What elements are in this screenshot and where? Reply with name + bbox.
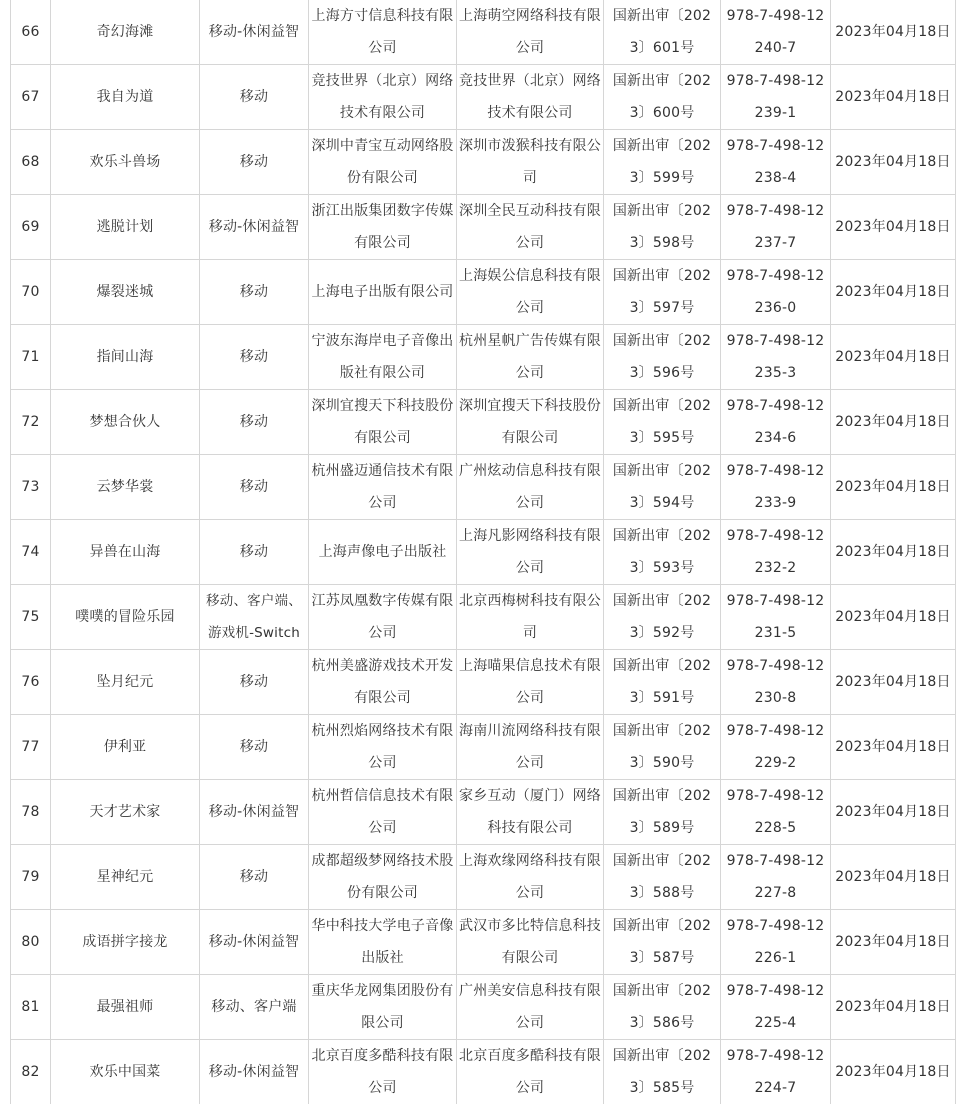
category-cell: 移动-休闲益智: [200, 0, 309, 65]
approval-number-cell: 国新出审〔2023〕588号: [604, 845, 721, 910]
operator-cell: 杭州星帆广告传媒有限公司: [457, 325, 604, 390]
table-row: [11, 715, 956, 780]
approval-date-cell: 2023年04月18日: [831, 0, 956, 65]
category-cell: 移动-休闲益智: [200, 780, 309, 845]
approval-number-cell: 国新出审〔2023〕598号: [604, 195, 721, 260]
publisher-cell: 杭州美盛游戏技术开发有限公司: [309, 650, 457, 715]
operator-cell: 家乡互动（厦门）网络科技有限公司: [457, 780, 604, 845]
publisher-cell: 成都超级梦网络技术股份有限公司: [309, 845, 457, 910]
category-cell: 移动: [200, 130, 309, 195]
approval-date-cell: 2023年04月18日: [831, 260, 956, 325]
approval-date-cell: 2023年04月18日: [831, 195, 956, 260]
table-row: [11, 130, 956, 195]
isbn-cell: 978-7-498-12225-4: [721, 975, 831, 1040]
approval-number-cell: 国新出审〔2023〕591号: [604, 650, 721, 715]
isbn-cell: 978-7-498-12235-3: [721, 325, 831, 390]
approval-number-cell: 国新出审〔2023〕592号: [604, 585, 721, 650]
isbn-cell: 978-7-498-12239-1: [721, 65, 831, 130]
row-number-cell: 75: [11, 585, 51, 650]
game-name-cell: 指间山海: [51, 325, 200, 390]
publisher-cell: 北京百度多酷科技有限公司: [309, 1040, 457, 1105]
publisher-cell: 上海方寸信息科技有限公司: [309, 0, 457, 65]
isbn-cell: 978-7-498-12240-7: [721, 0, 831, 65]
approval-date-cell: 2023年04月18日: [831, 520, 956, 585]
row-number-cell: 76: [11, 650, 51, 715]
category-cell: 移动-休闲益智: [200, 1040, 309, 1105]
approval-date-cell: 2023年04月18日: [831, 65, 956, 130]
isbn-cell: 978-7-498-12231-5: [721, 585, 831, 650]
approval-date-cell: 2023年04月18日: [831, 910, 956, 975]
approval-number-cell: 国新出审〔2023〕600号: [604, 65, 721, 130]
publisher-cell: 宁波东海岸电子音像出版社有限公司: [309, 325, 457, 390]
category-cell: 移动、客户端、游戏机-Switch: [200, 585, 309, 650]
category-cell: 移动-休闲益智: [200, 195, 309, 260]
table-row: [11, 195, 956, 260]
approval-number-cell: 国新出审〔2023〕586号: [604, 975, 721, 1040]
game-name-cell: 噗噗的冒险乐园: [51, 585, 200, 650]
operator-cell: 广州炫动信息科技有限公司: [457, 455, 604, 520]
table-row: [11, 0, 956, 65]
row-number-cell: 79: [11, 845, 51, 910]
category-cell: 移动: [200, 520, 309, 585]
game-name-cell: 最强祖师: [51, 975, 200, 1040]
table-row: [11, 65, 956, 130]
publisher-cell: 杭州哲信信息技术有限公司: [309, 780, 457, 845]
row-number-cell: 72: [11, 390, 51, 455]
table-body: [11, 0, 956, 1104]
game-name-cell: 云梦华裳: [51, 455, 200, 520]
category-cell: 移动: [200, 845, 309, 910]
row-number-cell: 81: [11, 975, 51, 1040]
table-row: [11, 520, 956, 585]
table-row: [11, 780, 956, 845]
isbn-cell: 978-7-498-12230-8: [721, 650, 831, 715]
publisher-cell: 竞技世界（北京）网络技术有限公司: [309, 65, 457, 130]
operator-cell: 深圳宜搜天下科技股份有限公司: [457, 390, 604, 455]
publisher-cell: 深圳宜搜天下科技股份有限公司: [309, 390, 457, 455]
approval-date-cell: 2023年04月18日: [831, 845, 956, 910]
row-number-cell: 80: [11, 910, 51, 975]
approval-date-cell: 2023年04月18日: [831, 130, 956, 195]
approval-date-cell: 2023年04月18日: [831, 585, 956, 650]
category-cell: 移动: [200, 715, 309, 780]
approval-date-cell: 2023年04月18日: [831, 1040, 956, 1105]
approval-number-cell: 国新出审〔2023〕595号: [604, 390, 721, 455]
row-number-cell: 74: [11, 520, 51, 585]
game-name-cell: 天才艺术家: [51, 780, 200, 845]
game-name-cell: 逃脱计划: [51, 195, 200, 260]
table-row: [11, 845, 956, 910]
approval-number-cell: 国新出审〔2023〕590号: [604, 715, 721, 780]
operator-cell: 上海娱公信息科技有限公司: [457, 260, 604, 325]
approval-number-cell: 国新出审〔2023〕587号: [604, 910, 721, 975]
table-row: [11, 975, 956, 1040]
publisher-cell: 杭州盛迈通信技术有限公司: [309, 455, 457, 520]
operator-cell: 上海凡影网络科技有限公司: [457, 520, 604, 585]
operator-cell: 竞技世界（北京）网络技术有限公司: [457, 65, 604, 130]
category-cell: 移动: [200, 325, 309, 390]
table-row: [11, 1040, 956, 1105]
approval-date-cell: 2023年04月18日: [831, 715, 956, 780]
approval-number-cell: 国新出审〔2023〕589号: [604, 780, 721, 845]
table-row: [11, 650, 956, 715]
table-row: [11, 260, 956, 325]
publisher-cell: 华中科技大学电子音像出版社: [309, 910, 457, 975]
operator-cell: 上海喵果信息技术有限公司: [457, 650, 604, 715]
category-cell: 移动: [200, 390, 309, 455]
isbn-cell: 978-7-498-12226-1: [721, 910, 831, 975]
game-name-cell: 我自为道: [51, 65, 200, 130]
game-name-cell: 欢乐斗兽场: [51, 130, 200, 195]
operator-cell: 上海萌空网络科技有限公司: [457, 0, 604, 65]
isbn-cell: 978-7-498-12227-8: [721, 845, 831, 910]
publisher-cell: 重庆华龙网集团股份有限公司: [309, 975, 457, 1040]
game-approval-table: [10, 0, 956, 1104]
approval-number-cell: 国新出审〔2023〕599号: [604, 130, 721, 195]
game-name-cell: 欢乐中国菜: [51, 1040, 200, 1105]
operator-cell: 上海欢缘网络科技有限公司: [457, 845, 604, 910]
approval-date-cell: 2023年04月18日: [831, 975, 956, 1040]
table-row: [11, 325, 956, 390]
table-row: [11, 585, 956, 650]
publisher-cell: 深圳中青宝互动网络股份有限公司: [309, 130, 457, 195]
row-number-cell: 71: [11, 325, 51, 390]
approval-number-cell: 国新出审〔2023〕585号: [604, 1040, 721, 1105]
operator-cell: 海南川流网络科技有限公司: [457, 715, 604, 780]
isbn-cell: 978-7-498-12236-0: [721, 260, 831, 325]
game-name-cell: 奇幻海滩: [51, 0, 200, 65]
game-name-cell: 星神纪元: [51, 845, 200, 910]
approval-number-cell: 国新出审〔2023〕594号: [604, 455, 721, 520]
approval-date-cell: 2023年04月18日: [831, 650, 956, 715]
isbn-cell: 978-7-498-12232-2: [721, 520, 831, 585]
isbn-cell: 978-7-498-12229-2: [721, 715, 831, 780]
operator-cell: 北京百度多酷科技有限公司: [457, 1040, 604, 1105]
row-number-cell: 69: [11, 195, 51, 260]
approval-date-cell: 2023年04月18日: [831, 455, 956, 520]
approval-number-cell: 国新出审〔2023〕596号: [604, 325, 721, 390]
category-cell: 移动: [200, 260, 309, 325]
category-cell: 移动: [200, 455, 309, 520]
game-name-cell: 梦想合伙人: [51, 390, 200, 455]
category-cell: 移动、客户端: [200, 975, 309, 1040]
row-number-cell: 82: [11, 1040, 51, 1105]
publisher-cell: 上海声像电子出版社: [309, 520, 457, 585]
game-name-cell: 坠月纪元: [51, 650, 200, 715]
approval-date-cell: 2023年04月18日: [831, 390, 956, 455]
publisher-cell: 上海电子出版有限公司: [309, 260, 457, 325]
operator-cell: 广州美安信息科技有限公司: [457, 975, 604, 1040]
row-number-cell: 78: [11, 780, 51, 845]
category-cell: 移动: [200, 650, 309, 715]
isbn-cell: 978-7-498-12234-6: [721, 390, 831, 455]
approval-number-cell: 国新出审〔2023〕601号: [604, 0, 721, 65]
approval-date-cell: 2023年04月18日: [831, 780, 956, 845]
operator-cell: 北京西梅树科技有限公司: [457, 585, 604, 650]
approval-date-cell: 2023年04月18日: [831, 325, 956, 390]
publisher-cell: 江苏凤凰数字传媒有限公司: [309, 585, 457, 650]
operator-cell: 武汉市多比特信息科技有限公司: [457, 910, 604, 975]
game-name-cell: 异兽在山海: [51, 520, 200, 585]
table-row: [11, 455, 956, 520]
isbn-cell: 978-7-498-12233-9: [721, 455, 831, 520]
approval-number-cell: 国新出审〔2023〕597号: [604, 260, 721, 325]
category-cell: 移动: [200, 65, 309, 130]
row-number-cell: 77: [11, 715, 51, 780]
row-number-cell: 68: [11, 130, 51, 195]
table-row: [11, 910, 956, 975]
publisher-cell: 浙江出版集团数字传媒有限公司: [309, 195, 457, 260]
game-name-cell: 成语拼字接龙: [51, 910, 200, 975]
row-number-cell: 67: [11, 65, 51, 130]
isbn-cell: 978-7-498-12224-7: [721, 1040, 831, 1105]
isbn-cell: 978-7-498-12237-7: [721, 195, 831, 260]
row-number-cell: 66: [11, 0, 51, 65]
operator-cell: 深圳市泼猴科技有限公司: [457, 130, 604, 195]
game-name-cell: 爆裂迷城: [51, 260, 200, 325]
game-name-cell: 伊利亚: [51, 715, 200, 780]
operator-cell: 深圳全民互动科技有限公司: [457, 195, 604, 260]
isbn-cell: 978-7-498-12228-5: [721, 780, 831, 845]
isbn-cell: 978-7-498-12238-4: [721, 130, 831, 195]
row-number-cell: 73: [11, 455, 51, 520]
publisher-cell: 杭州烈焰网络技术有限公司: [309, 715, 457, 780]
approval-number-cell: 国新出审〔2023〕593号: [604, 520, 721, 585]
row-number-cell: 70: [11, 260, 51, 325]
table-row: [11, 390, 956, 455]
category-cell: 移动-休闲益智: [200, 910, 309, 975]
